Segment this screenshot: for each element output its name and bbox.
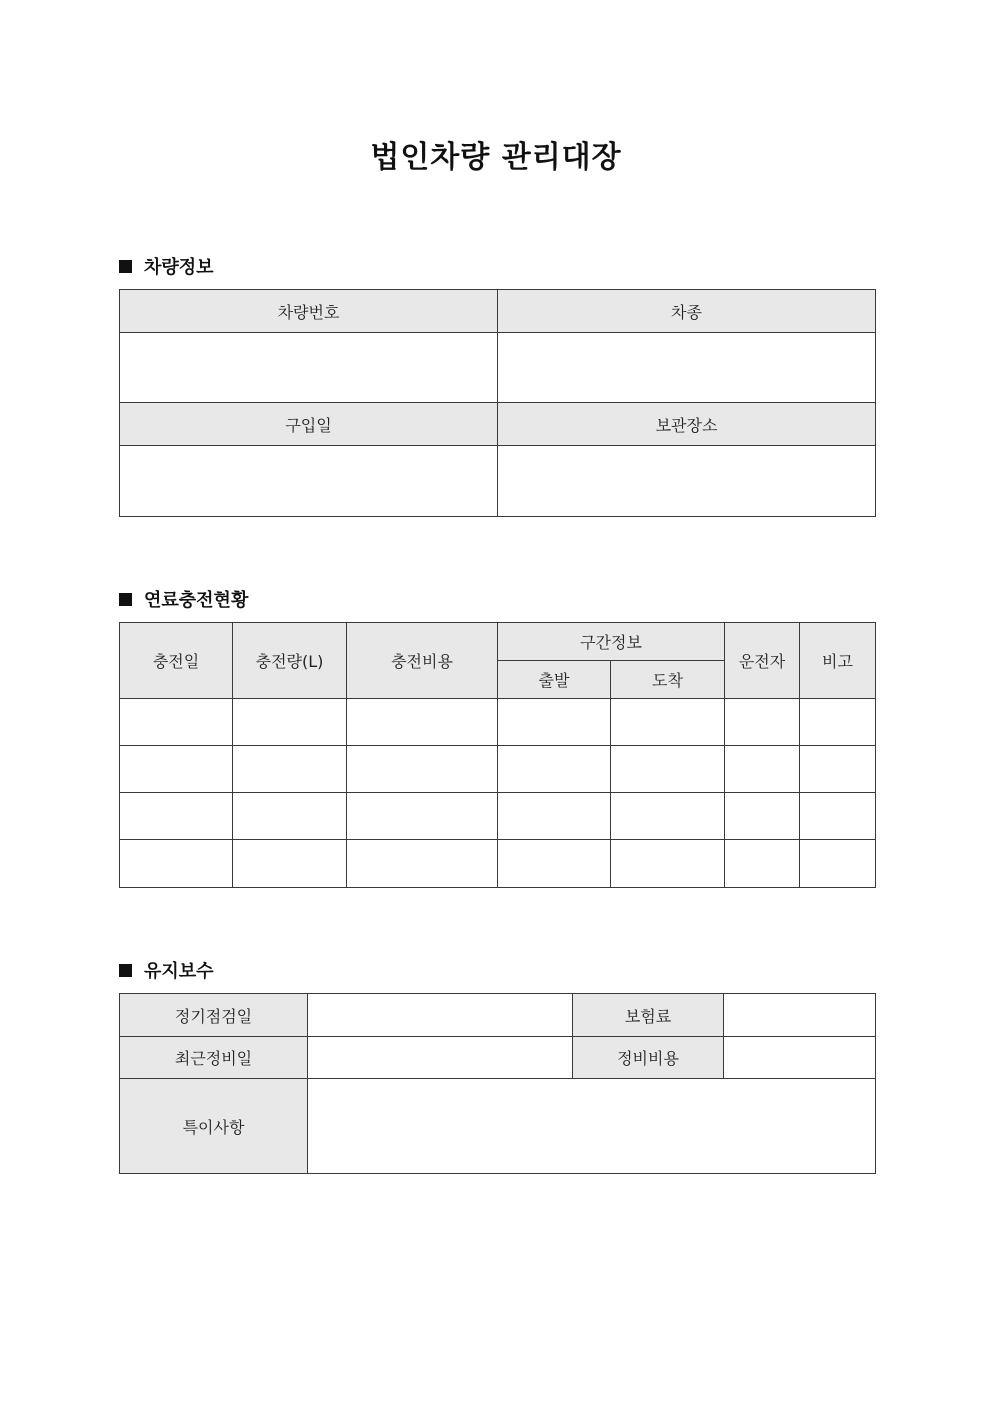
section-heading-label: 차량정보 xyxy=(144,257,214,278)
table-cell[interactable] xyxy=(347,793,498,840)
header-driver: 운전자 xyxy=(725,623,800,699)
table-cell[interactable] xyxy=(611,699,725,746)
table-cell[interactable] xyxy=(800,699,876,746)
table-row xyxy=(120,840,876,888)
recent-service-field[interactable] xyxy=(308,1037,573,1079)
header-storage-location: 보관장소 xyxy=(498,403,876,446)
header-arrival: 도착 xyxy=(611,661,725,699)
section-heading-vehicle-info xyxy=(119,253,214,279)
table-cell[interactable] xyxy=(800,746,876,793)
table-cell[interactable] xyxy=(120,699,233,746)
section-heading-label: 유지보수 xyxy=(144,961,214,982)
purchase-date-field[interactable] xyxy=(120,446,498,517)
table-row xyxy=(120,793,876,840)
section-heading-maintenance xyxy=(119,957,214,983)
table-cell[interactable] xyxy=(347,746,498,793)
table-row xyxy=(120,699,876,746)
maintenance-table xyxy=(119,993,876,1174)
table-cell[interactable] xyxy=(120,793,233,840)
square-bullet-icon xyxy=(119,260,132,273)
table-cell[interactable] xyxy=(498,793,611,840)
vehicle-type-field[interactable] xyxy=(498,333,876,403)
header-section-info: 구간정보 xyxy=(498,623,725,661)
vehicle-number-field[interactable] xyxy=(120,333,498,403)
remarks-field[interactable] xyxy=(308,1079,876,1174)
table-cell[interactable] xyxy=(233,840,347,888)
table-cell[interactable] xyxy=(233,699,347,746)
table-cell[interactable] xyxy=(611,746,725,793)
table-cell[interactable] xyxy=(120,746,233,793)
header-departure: 출발 xyxy=(498,661,611,699)
table-row xyxy=(120,746,876,793)
header-remarks: 특이사항 xyxy=(120,1079,308,1174)
square-bullet-icon xyxy=(119,593,132,606)
table-cell[interactable] xyxy=(725,793,800,840)
table-cell[interactable] xyxy=(725,746,800,793)
header-charge-cost: 충전비용 xyxy=(347,623,498,699)
table-cell[interactable] xyxy=(233,746,347,793)
table-cell[interactable] xyxy=(120,840,233,888)
header-inspection-date: 정기점검일 xyxy=(120,994,308,1037)
table-cell[interactable] xyxy=(498,699,611,746)
header-vehicle-number: 차량번호 xyxy=(120,290,498,333)
header-vehicle-type: 차종 xyxy=(498,290,876,333)
table-cell[interactable] xyxy=(498,746,611,793)
inspection-date-field[interactable] xyxy=(308,994,573,1037)
section-heading-fuel xyxy=(119,586,248,612)
header-recent-service: 최근정비일 xyxy=(120,1037,308,1079)
table-cell[interactable] xyxy=(725,840,800,888)
table-cell[interactable] xyxy=(498,840,611,888)
header-charge-date: 충전일 xyxy=(120,623,233,699)
header-charge-amount: 충전량(L) xyxy=(233,623,347,699)
table-cell[interactable] xyxy=(347,840,498,888)
table-cell[interactable] xyxy=(233,793,347,840)
service-cost-field[interactable] xyxy=(724,1037,876,1079)
fuel-table xyxy=(119,622,876,888)
vehicle-info-table xyxy=(119,289,876,517)
square-bullet-icon xyxy=(119,964,132,977)
table-cell[interactable] xyxy=(725,699,800,746)
page-title: 법인차량 관리대장 xyxy=(370,140,622,175)
header-service-cost: 정비비용 xyxy=(573,1037,724,1079)
storage-location-field[interactable] xyxy=(498,446,876,517)
table-cell[interactable] xyxy=(611,840,725,888)
table-cell[interactable] xyxy=(800,793,876,840)
section-heading-label: 연료충전현황 xyxy=(144,590,249,611)
table-cell[interactable] xyxy=(800,840,876,888)
header-insurance: 보험료 xyxy=(573,994,724,1037)
header-note: 비고 xyxy=(800,623,876,699)
table-cell[interactable] xyxy=(611,793,725,840)
table-cell[interactable] xyxy=(347,699,498,746)
insurance-field[interactable] xyxy=(724,994,876,1037)
header-purchase-date: 구입일 xyxy=(120,403,498,446)
